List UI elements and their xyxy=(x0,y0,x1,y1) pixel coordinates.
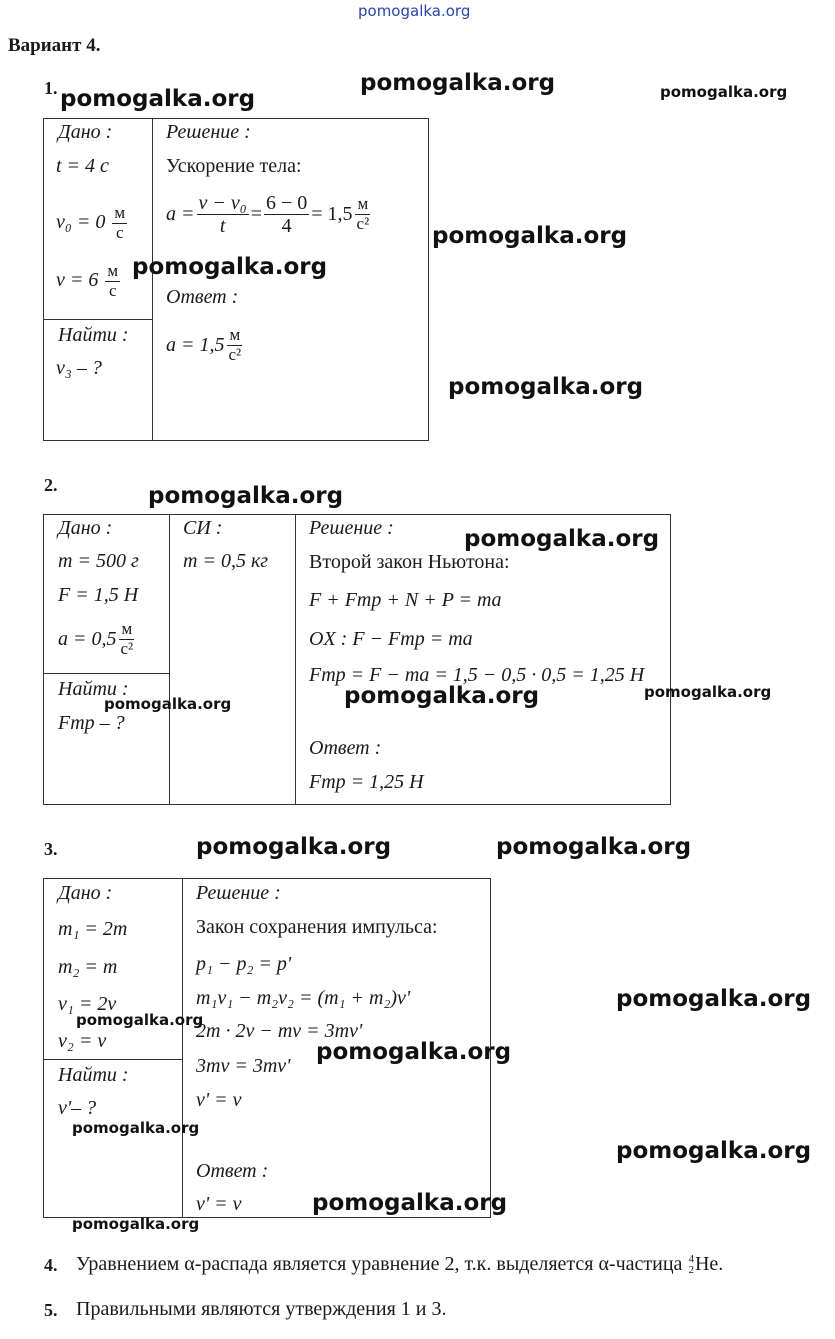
problem-1-solution-header: Решение : xyxy=(166,121,251,143)
watermark: pomogalka.org xyxy=(196,834,392,860)
problem-1-given-v0: v₀ = 0 $\frac{м}{с}$ xyxy=(56,203,126,242)
problem-3-solution-header: Решение : xyxy=(196,882,281,904)
top-site-link[interactable]: pomogalka.org xyxy=(358,2,471,20)
watermark: pomogalka.org xyxy=(312,1190,508,1216)
problem-1-answer: a = 1,5 $\frac{м}{\text{с²}}$ xyxy=(166,325,242,364)
problem-2-given-header: Дано : xyxy=(58,517,113,539)
problem-4-text: Уравнением α-распада является уравнение 2, т.к. выделяется α-частица 4 2 He. xyxy=(76,1252,724,1276)
page-title: Вариант 4. xyxy=(8,35,101,56)
problem-2-divider-v2 xyxy=(295,514,296,805)
watermark: pomogalka.org xyxy=(616,1138,812,1164)
problem-1-formula: a = $\frac{\text{v − v₀}}{t}$ = $\frac{6 - 0}{4}$ = 1,5 $\frac{м}{\text{с²}}$ xyxy=(166,192,370,237)
watermark: pomogalka.org xyxy=(72,1119,200,1137)
problem-3-answer-header: Ответ : xyxy=(196,1160,269,1182)
problem-3-line-2: m₁v₁ − m₂v₂ = (m₁ + m₂)v' xyxy=(196,987,411,1009)
problem-3-find: v'– ? xyxy=(58,1097,97,1119)
problem-2-given-a: a = 0,5 $\frac{м}{\text{с²}}$ xyxy=(58,619,134,658)
problem-2-eq-friction: Fтр = F − ma = 1,5 − 0,5 · 0,5 = 1,25 Н xyxy=(309,664,645,686)
problem-2-answer-header: Ответ : xyxy=(309,737,382,759)
watermark: pomogalka.org xyxy=(132,254,328,280)
problem-3-line-1: p₁ − p₂ = p' xyxy=(196,953,292,975)
nuclide-mass-number: 4 xyxy=(688,1252,694,1265)
problem-1-divider-h xyxy=(43,319,153,320)
problem-3-given-header: Дано : xyxy=(58,882,113,904)
problem-3-given-v1: v₁ = 2v xyxy=(58,993,117,1015)
problem-2-eq-vector: F + Fтр + N + P = ma xyxy=(309,589,502,611)
problem-3-given-m1: m₁ = 2m xyxy=(58,918,128,940)
problem-5-number: 5. xyxy=(44,1300,58,1320)
problem-1-given-t: t = 4 с xyxy=(56,155,109,177)
watermark: pomogalka.org xyxy=(104,695,232,713)
nuclide-charge-number: 2 xyxy=(688,1263,694,1276)
problem-2-answer: Fтр = 1,25 Н xyxy=(309,771,424,793)
problem-4-number: 4. xyxy=(44,1255,58,1275)
problem-3-find-header: Найти : xyxy=(58,1064,129,1086)
problem-5-text: Правильными являются утверждения 1 и 3. xyxy=(76,1298,447,1320)
problem-1-given-header: Дано : xyxy=(58,121,113,143)
problem-3-number: 3. xyxy=(44,839,58,859)
watermark: pomogalka.org xyxy=(60,86,256,112)
watermark: pomogalka.org xyxy=(464,526,660,552)
problem-1-solution-intro: Ускорение тела: xyxy=(166,155,302,177)
problem-2-divider-h xyxy=(43,673,170,674)
problem-2-find-header: Найти : xyxy=(58,678,129,700)
watermark: pomogalka.org xyxy=(344,683,540,709)
problem-2-number: 2. xyxy=(44,475,58,495)
watermark: pomogalka.org xyxy=(496,834,692,860)
problem-3-divider-h xyxy=(43,1059,183,1060)
watermark: pomogalka.org xyxy=(72,1215,200,1233)
watermark: pomogalka.org xyxy=(616,986,812,1012)
problem-2-solution-intro: Второй закон Ньютона: xyxy=(309,551,510,573)
problem-1-find: v₃ – ? xyxy=(56,357,102,379)
problem-2-given-m: m = 500 г xyxy=(58,550,139,572)
problem-1-number: 1. xyxy=(44,78,58,98)
watermark: pomogalka.org xyxy=(644,683,772,701)
watermark: pomogalka.org xyxy=(148,483,344,509)
watermark: pomogalka.org xyxy=(432,223,628,249)
problem-2-eq-ox: OX : F − Fтр = ma xyxy=(309,628,473,650)
problem-2-solution-header: Решение : xyxy=(309,517,394,539)
watermark: pomogalka.org xyxy=(360,70,556,96)
problem-2-si-value: m = 0,5 кг xyxy=(183,550,269,572)
problem-3-given-m2: m₂ = m xyxy=(58,956,118,978)
problem-1-answer-header: Ответ : xyxy=(166,286,239,308)
problem-3-line-5: v' = v xyxy=(196,1089,242,1111)
watermark: pomogalka.org xyxy=(448,374,644,400)
problem-2-divider-v1 xyxy=(169,514,170,805)
problem-3-solution-intro: Закон сохранения импульса: xyxy=(196,916,438,938)
problem-3-answer: v' = v xyxy=(196,1193,242,1215)
problem-3-line-3: 2m · 2v − mv = 3mv' xyxy=(196,1020,363,1042)
problem-3-divider-v xyxy=(182,878,183,1218)
watermark: pomogalka.org xyxy=(76,1011,204,1029)
problem-1-given-v: v = 6 $\frac{м}{с}$ xyxy=(56,261,119,300)
problem-2-si-header: СИ : xyxy=(183,517,223,539)
nuclide-symbol: He. xyxy=(694,1253,724,1275)
problem-2-given-F: F = 1,5 Н xyxy=(58,584,139,606)
problem-3-line-4: 3mv = 3mv' xyxy=(196,1055,291,1077)
watermark: pomogalka.org xyxy=(660,83,788,101)
watermark: pomogalka.org xyxy=(316,1039,512,1065)
problem-2-find: Fтр – ? xyxy=(58,712,125,734)
problem-1-find-header: Найти : xyxy=(58,324,129,346)
problem-3-given-v2: v₂ = v xyxy=(58,1030,107,1052)
